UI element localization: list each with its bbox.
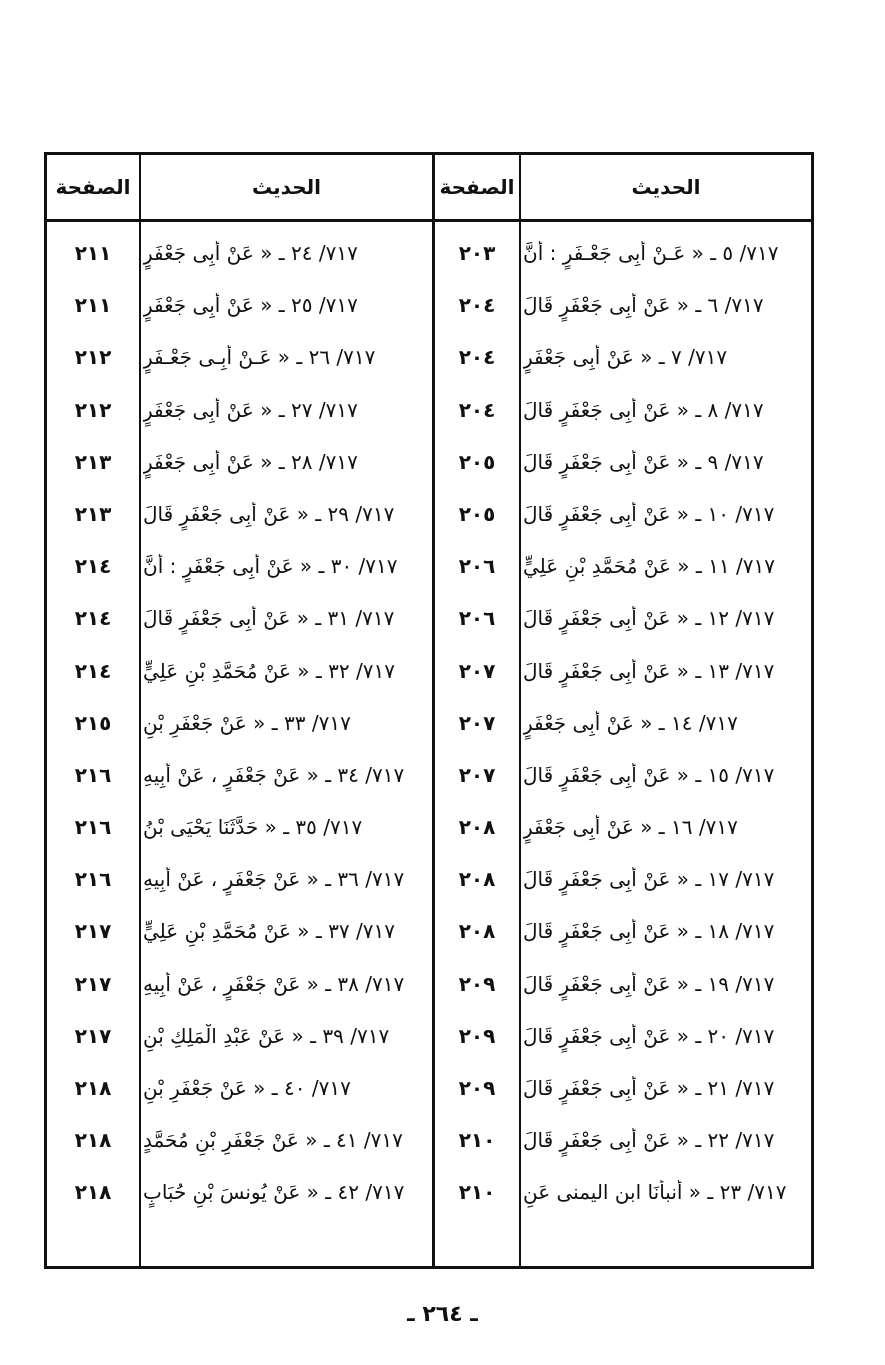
- page-ref: ٢١٢: [74, 345, 112, 370]
- hadith-entry: ٧١٧/ ٢٩ ـ « عَنْ أَبِى جَعْفَرٍ قَالَ: [143, 501, 395, 526]
- hadith-entry: ٧١٧/ ١٥ ـ « عَنْ أَبِى جَعْفَرٍ قَالَ: [523, 762, 775, 787]
- hadith-entry: ٧١٧/ ١٣ ـ « عَنْ أَبِى جَعْفَرٍ قَالَ: [523, 658, 775, 683]
- hadith-entry: ٧١٧/ ٢٥ ـ « عَنْ أَبِى جَعْفَرٍ: [143, 293, 358, 318]
- right-page-header: الصفحة: [439, 175, 515, 199]
- page-ref: ٢١٨: [74, 1076, 112, 1100]
- page-ref: ٢١٦: [74, 762, 112, 787]
- header-divider: [47, 219, 811, 222]
- page-ref: ٢١٤: [74, 658, 112, 683]
- left-hadith-column: [143, 241, 422, 1233]
- right-page-column: [435, 241, 519, 1233]
- hadith-entry: ٧١٧/ ٢٦ ـ « عَـنْ أَبِـى جَعْـفَرٍ: [143, 345, 376, 370]
- hadith-entry: ٧١٧/ ٣٥ ـ « حَدَّثَنَا يَحْيَى بْنُ: [143, 815, 363, 840]
- hadith-entry: ٧١٧/ ٣٣ ـ « عَنْ جَعْفَرِ بْنِ: [143, 710, 351, 735]
- hadith-entry: ٧١٧/ ٣١ ـ « عَنْ أَبِى جَعْفَرٍ قَالَ: [143, 606, 395, 631]
- column-divider: [139, 155, 141, 1266]
- hadith-entry: ٧١٧/ ٣٦ ـ « عَنْ جَعْفَرٍ ، عَنْ أَبِيهِ: [143, 867, 405, 892]
- hadith-entry: ٧١٧/ ١٩ ـ « عَنْ أَبِى جَعْفَرٍ قَالَ: [523, 971, 775, 996]
- page-ref: ٢١١: [74, 241, 112, 265]
- page-ref: ٢١٠: [458, 1128, 496, 1153]
- page-ref: ٢٠٧: [458, 762, 496, 787]
- hadith-entry: ٧١٧/ ٢٤ ـ « عَنْ أَبِى جَعْفَرٍ: [143, 241, 358, 265]
- hadith-entry: ٧١٧/ ٨ ـ « عَنْ أَبِى جَعْفَرٍ قَالَ: [523, 397, 764, 422]
- page-ref: ٢٠٥: [458, 449, 496, 474]
- page-number: ـ ٢٦٤ ـ: [407, 1302, 478, 1327]
- hadith-entry: ٧١٧/ ١٦ ـ « عَنْ أَبِى جَعْفَرٍ: [523, 815, 738, 840]
- page-ref: ٢٠٤: [458, 345, 496, 370]
- index-table: [44, 152, 814, 1269]
- page-ref: ٢٠٨: [458, 919, 496, 944]
- hadith-entry: ٧١٧/ ١١ ـ « عَنْ مُحَمَّدِ بْنِ عَلِيٍّ: [523, 554, 775, 579]
- hadith-entry: ٧١٧/ ٤١ ـ « عَنْ جَعْفَرِ بْنِ مُحَمَّدٍ: [143, 1128, 403, 1153]
- hadith-entry: ٧١٧/ ٣٧ ـ « عَنْ مُحَمَّدِ بْنِ عَلِيٍّ: [143, 919, 395, 944]
- page-ref: ٢٠٩: [458, 1076, 496, 1100]
- page-ref: ٢٠٧: [458, 710, 496, 735]
- page-ref: ٢١٢: [74, 397, 112, 422]
- hadith-entry: ٧١٧/ ١٢ ـ « عَنْ أَبِى جَعْفَرٍ قَالَ: [523, 606, 775, 631]
- page-ref: ٢١٥: [74, 710, 112, 735]
- hadith-entry: ٧١٧/ ١٠ ـ « عَنْ أَبِى جَعْفَرٍ قَالَ: [523, 501, 775, 526]
- left-page-column: [47, 241, 139, 1233]
- hadith-entry: ٧١٧/ ٤٢ ـ « عَنْ يُونسَ بْنِ حُبَابٍ: [143, 1180, 405, 1205]
- page-ref: ٢١٦: [74, 867, 112, 892]
- page-ref: ٢١٧: [74, 1023, 112, 1048]
- page-ref: ٢٠٤: [458, 397, 496, 422]
- page-ref: ٢٠٣: [458, 241, 496, 265]
- hadith-entry: ٧١٧/ ٧ ـ « عَنْ أَبِى جَعْفَرٍ: [523, 345, 728, 370]
- page-ref: ٢٠٩: [458, 971, 496, 996]
- page-ref: ٢٠٥: [458, 501, 496, 526]
- hadith-entry: ٧١٧/ ٢٧ ـ « عَنْ أَبِى جَعْفَرٍ: [143, 397, 358, 422]
- hadith-entry: ٧١٧/ ٣٢ ـ « عَنْ مُحَمَّدِ بْنِ عَلِيٍّ: [143, 658, 395, 683]
- hadith-entry: ٧١٧/ ٣٩ ـ « عَنْ عَبْدِ الْمَلِكِ بْنِ: [143, 1023, 390, 1048]
- page-ref: ٢١٨: [74, 1128, 112, 1153]
- hadith-entry: ٧١٧/ ٩ ـ « عَنْ أَبِى جَعْفَرٍ قَالَ: [523, 449, 764, 474]
- hadith-entry: ٧١٧/ ٣٠ ـ « عَنْ أَبِى جَعْفَرٍ : أَنَّ: [143, 554, 398, 579]
- left-hadith-header: الحديث: [252, 175, 322, 199]
- page-ref: ٢٠٦: [458, 554, 496, 579]
- page-ref: ٢٠٨: [458, 815, 496, 840]
- page-ref: ٢١٧: [74, 971, 112, 996]
- page-ref: ٢١٧: [74, 919, 112, 944]
- page-ref: ٢١٨: [74, 1180, 112, 1205]
- hadith-entry: ٧١٧/ ٢١ ـ « عَنْ أَبِى جَعْفَرٍ قَالَ: [523, 1076, 775, 1100]
- page-ref: ٢١٠: [458, 1180, 496, 1205]
- page-ref: ٢١٣: [74, 501, 112, 526]
- hadith-entry: ٧١٧/ ٢٣ ـ « أَنبأَنَا ابن اليمنى عَنِ: [523, 1180, 787, 1205]
- hadith-entry: ٧١٧/ ١٧ ـ « عَنْ أَبِى جَعْفَرٍ قَالَ: [523, 867, 775, 892]
- page-ref: ٢٠٤: [458, 293, 496, 318]
- right-hadith-header: الحديث: [631, 175, 701, 199]
- hadith-entry: ٧١٧/ ١٨ ـ « عَنْ أَبِى جَعْفَرٍ قَالَ: [523, 919, 775, 944]
- page-ref: ٢٠٩: [458, 1023, 496, 1048]
- page-ref: ٢٠٨: [458, 867, 496, 892]
- hadith-entry: ٧١٧/ ٢٠ ـ « عَنْ أَبِى جَعْفَرٍ قَالَ: [523, 1023, 775, 1048]
- hadith-entry: ٧١٧/ ٣٤ ـ « عَنْ جَعْفَرٍ ، عَنْ أَبِيهِ: [143, 762, 405, 787]
- hadith-entry: ٧١٧/ ٦ ـ « عَنْ أَبِى جَعْفَرٍ قَالَ: [523, 293, 764, 318]
- page-ref: ٢١٣: [74, 449, 112, 474]
- page-ref: ٢٠٧: [458, 658, 496, 683]
- page-ref: ٢٠٦: [458, 606, 496, 631]
- hadith-entry: ٧١٧/ ٢٨ ـ « عَنْ أَبِى جَعْفَرٍ: [143, 449, 358, 474]
- page-ref: ٢١١: [74, 293, 112, 318]
- page-ref: ٢١٤: [74, 606, 112, 631]
- hadith-entry: ٧١٧/ ١٤ ـ « عَنْ أَبِى جَعْفَرٍ: [523, 710, 738, 735]
- hadith-entry: ٧١٧/ ٢٢ ـ « عَنْ أَبِى جَعْفَرٍ قَالَ: [523, 1128, 775, 1153]
- page-ref: ٢١٤: [74, 554, 112, 579]
- right-hadith-column: [523, 241, 805, 1233]
- hadith-entry: ٧١٧/ ٥ ـ « عَـنْ أَبِى جَعْـفَرٍ : أَنَّ: [523, 241, 779, 265]
- hadith-entry: ٧١٧/ ٣٨ ـ « عَنْ جَعْفَرٍ ، عَنْ أَبِيهِ: [143, 971, 405, 996]
- hadith-entry: ٧١٧/ ٤٠ ـ « عَنْ جَعْفَرِ بْنِ: [143, 1076, 351, 1100]
- column-divider: [519, 155, 521, 1266]
- left-page-header: الصفحة: [55, 175, 131, 199]
- page-ref: ٢١٦: [74, 815, 112, 840]
